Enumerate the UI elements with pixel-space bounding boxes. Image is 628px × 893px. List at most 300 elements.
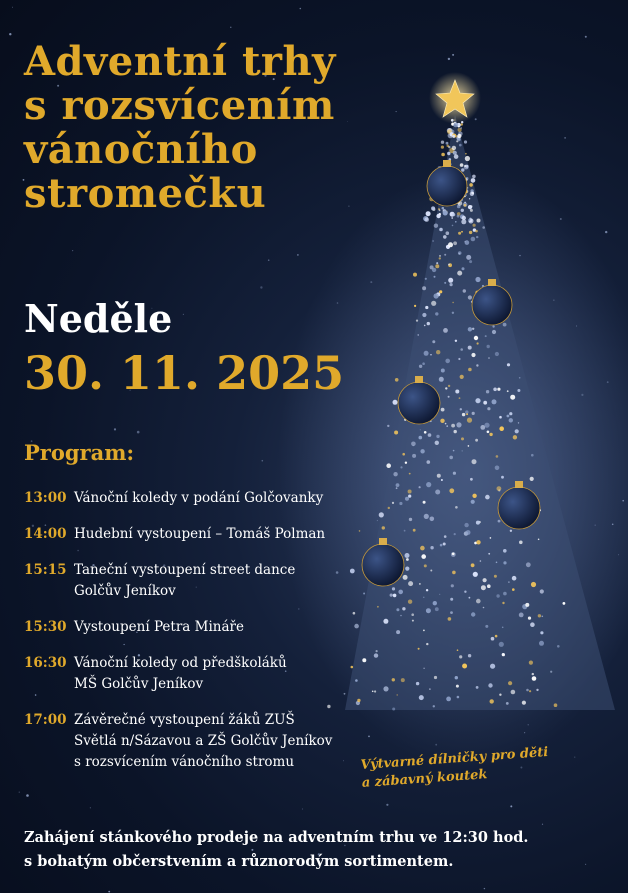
- tree-sparkle: [487, 431, 490, 434]
- tree-sparkle: [470, 478, 473, 481]
- snow-speck: [12, 7, 13, 8]
- snow-speck: [560, 218, 562, 220]
- tree-sparkle: [447, 152, 450, 155]
- tree-sparkle: [462, 413, 465, 416]
- tree-sparkle: [441, 479, 443, 481]
- tree-sparkle: [453, 472, 456, 475]
- program-activity-line: MŠ Golčův Jeníkov: [74, 676, 204, 692]
- snow-speck: [618, 554, 619, 555]
- tree-sparkle: [437, 474, 441, 478]
- tree-sparkle: [489, 433, 492, 436]
- snow-speck: [114, 428, 116, 430]
- program-activity: [74, 488, 323, 509]
- snow-speck: [542, 824, 543, 825]
- tree-sparkle: [416, 682, 419, 685]
- tree-sparkle: [455, 390, 459, 394]
- tree-sparkle: [509, 418, 513, 422]
- tree-sparkle: [497, 388, 500, 391]
- program-item: [24, 560, 364, 602]
- tree-sparkle: [465, 156, 470, 161]
- tree-sparkle: [426, 643, 428, 645]
- tree-sparkle: [439, 228, 443, 232]
- tree-sparkle: [471, 612, 475, 616]
- program-activity: [74, 653, 287, 695]
- tree-sparkle: [419, 583, 421, 585]
- program-activity-line: Taneční vystoupení street dance: [74, 562, 296, 578]
- tree-sparkle: [453, 151, 457, 155]
- tree-sparkle: [445, 423, 447, 425]
- tree-sparkle: [412, 454, 416, 458]
- tree-sparkle: [476, 686, 479, 689]
- tree-sparkle: [416, 320, 418, 322]
- tree-sparkle: [409, 473, 411, 475]
- program-activity-line: Golčův Jeníkov: [74, 583, 176, 599]
- snow-speck: [542, 616, 544, 618]
- tree-sparkle: [490, 537, 492, 539]
- tree-sparkle: [405, 567, 409, 571]
- tree-sparkle: [419, 486, 421, 488]
- tree-sparkle: [507, 363, 510, 366]
- tree-sparkle: [441, 408, 445, 412]
- tree-sparkle: [405, 462, 407, 464]
- footer-line: Zahájení stánkového prodeje na adventním trhu ve 12:30 hod.: [24, 829, 529, 846]
- tree-sparkle: [457, 271, 462, 276]
- snow-speck: [448, 58, 450, 60]
- snow-speck: [524, 732, 525, 733]
- tree-sparkle: [468, 445, 470, 447]
- tree-sparkle: [458, 251, 462, 255]
- tree-sparkle: [452, 225, 454, 227]
- tree-sparkle: [502, 653, 505, 656]
- tree-sparkle: [441, 141, 444, 144]
- tree-sparkle: [512, 576, 517, 581]
- tree-sparkle: [526, 562, 531, 567]
- tree-sparkle: [419, 436, 423, 440]
- tree-sparkle: [425, 306, 428, 309]
- snow-speck: [368, 736, 370, 738]
- tree-sparkle: [443, 543, 446, 546]
- tree-sparkle: [476, 540, 480, 544]
- tree-sparkle: [503, 592, 507, 596]
- footer-note: [24, 826, 528, 874]
- snow-speck: [72, 250, 73, 251]
- snow-speck: [557, 645, 560, 648]
- workshop-line: Výtvarné dílničky pro děti: [360, 744, 549, 773]
- tree-sparkle: [392, 708, 395, 711]
- tree-sparkle: [487, 345, 490, 348]
- tree-sparkle: [470, 209, 473, 212]
- tree-sparkle: [455, 340, 457, 342]
- program-activity: [74, 617, 244, 638]
- tree-sparkle: [418, 648, 420, 650]
- tree-sparkle: [413, 529, 416, 532]
- tree-sparkle: [374, 653, 378, 657]
- snow-speck: [574, 757, 575, 758]
- program-time: 17:00: [24, 712, 67, 728]
- tree-sparkle: [414, 305, 416, 307]
- tree-sparkle: [392, 587, 395, 590]
- snow-speck: [370, 281, 372, 283]
- tree-sparkle: [423, 501, 426, 504]
- tree-sparkle: [430, 517, 435, 522]
- tree-sparkle: [436, 435, 439, 438]
- tree-sparkle: [372, 691, 374, 693]
- tree-sparkle: [496, 455, 499, 458]
- snow-speck: [439, 594, 440, 595]
- tree-sparkle: [469, 183, 473, 187]
- tree-sparkle: [441, 146, 444, 149]
- tree-sparkle: [453, 241, 457, 245]
- snow-speck: [564, 137, 566, 139]
- tree-sparkle: [461, 437, 464, 440]
- tree-sparkle: [531, 582, 536, 587]
- tree-sparkle: [455, 676, 458, 679]
- tree-sparkle: [554, 703, 558, 707]
- snow-speck: [348, 206, 349, 207]
- tree-sparkle: [424, 351, 429, 356]
- snow-speck: [435, 744, 437, 746]
- tree-sparkle: [451, 584, 454, 587]
- tree-sparkle: [452, 571, 456, 575]
- tree-sparkle: [468, 654, 471, 657]
- tree-sparkle: [396, 630, 400, 634]
- snow-speck: [386, 804, 388, 806]
- tree-sparkle: [395, 378, 399, 382]
- tree-sparkle: [431, 206, 435, 210]
- tree-sparkle: [441, 153, 445, 157]
- tree-sparkle: [445, 359, 450, 364]
- tree-sparkle: [411, 613, 414, 616]
- snow-speck: [519, 255, 520, 256]
- tree-sparkle: [439, 255, 441, 257]
- tree-sparkle: [522, 701, 526, 705]
- tree-sparkle: [393, 400, 398, 405]
- tree-sparkle: [448, 146, 450, 148]
- tree-sparkle: [454, 430, 457, 433]
- tree-sparkle: [383, 686, 388, 691]
- tree-sparkle: [462, 216, 466, 220]
- tree-sparkle: [460, 163, 464, 167]
- snow-speck: [585, 36, 587, 38]
- tree-sparkle: [529, 690, 531, 692]
- tree-sparkle: [475, 398, 480, 403]
- tree-sparkle: [468, 346, 472, 350]
- tree-sparkle: [393, 594, 397, 598]
- tree-sparkle: [482, 226, 485, 229]
- tree-sparkle: [460, 127, 462, 129]
- tree-sparkle: [446, 697, 451, 702]
- snow-speck: [612, 524, 614, 526]
- tree-sparkle: [464, 591, 466, 593]
- tree-sparkle: [452, 302, 453, 303]
- tree-sparkle: [460, 408, 462, 410]
- tree-sparkle: [477, 342, 479, 344]
- tree-sparkle: [468, 205, 472, 209]
- tree-sparkle: [440, 544, 443, 547]
- tree-sparkle: [539, 641, 544, 646]
- tree-sparkle: [409, 518, 412, 521]
- tree-sparkle: [488, 357, 490, 359]
- tree-sparkle: [396, 608, 399, 611]
- title-line: s rozsvícením: [24, 82, 335, 129]
- tree-sparkle: [406, 558, 409, 561]
- tree-sparkle: [422, 362, 425, 365]
- snow-speck: [90, 807, 91, 808]
- tree-sparkle: [439, 377, 444, 382]
- tree-sparkle: [451, 217, 453, 219]
- tree-sparkle: [471, 178, 476, 183]
- tree-sparkle: [525, 603, 529, 607]
- program-activity: [74, 560, 295, 602]
- snow-speck: [183, 314, 184, 315]
- tree-sparkle: [426, 482, 431, 487]
- tree-sparkle: [466, 530, 471, 535]
- tree-sparkle: [503, 561, 506, 564]
- tree-sparkle: [441, 369, 445, 373]
- tree-sparkle: [464, 165, 466, 167]
- tree-sparkle: [459, 397, 461, 399]
- tree-sparkle: [510, 530, 512, 532]
- snow-speck: [622, 500, 624, 502]
- tree-sparkle: [536, 689, 538, 691]
- tree-sparkle: [439, 290, 442, 293]
- tree-sparkle: [529, 661, 533, 665]
- tree-sparkle: [448, 264, 450, 266]
- tree-sparkle: [388, 507, 390, 509]
- tree-sparkle: [397, 694, 398, 695]
- tree-sparkle: [430, 570, 432, 572]
- tree-sparkle: [476, 521, 480, 525]
- snow-speck: [268, 259, 270, 261]
- tree-sparkle: [461, 123, 463, 125]
- tree-sparkle: [517, 389, 520, 392]
- tree-sparkle: [450, 283, 453, 286]
- tree-sparkle: [451, 424, 455, 428]
- tree-sparkle: [386, 463, 391, 468]
- tree-sparkle: [376, 650, 378, 652]
- tree-sparkle: [507, 415, 510, 418]
- program-time: 13:00: [24, 490, 67, 506]
- tree-sparkle: [503, 549, 507, 553]
- tree-sparkle: [405, 553, 410, 558]
- title-line: Adventní trhy: [24, 38, 336, 85]
- workshop-line: a zábavný koutek: [361, 767, 488, 791]
- tree-sparkle: [424, 564, 427, 567]
- tree-sparkle: [426, 608, 431, 613]
- tree-sparkle: [436, 214, 440, 218]
- snow-speck: [404, 530, 406, 532]
- tree-sparkle: [454, 154, 459, 159]
- snow-speck: [576, 326, 577, 327]
- tree-sparkle: [526, 689, 529, 692]
- tree-sparkle: [538, 539, 540, 541]
- tree-sparkle: [429, 688, 431, 690]
- tree-sparkle: [468, 327, 472, 331]
- tree-sparkle: [446, 142, 449, 145]
- tree-sparkle: [476, 364, 478, 366]
- tree-sparkle: [450, 611, 453, 614]
- event-day: Neděle: [24, 296, 173, 341]
- footer-line: s bohatým občerstvením a různorodým sortimentem.: [24, 853, 454, 870]
- tree-sparkle: [396, 483, 400, 487]
- tree-sparkle: [481, 585, 486, 590]
- tree-sparkle: [423, 630, 425, 632]
- tree-sparkle: [460, 348, 463, 351]
- tree-sparkle: [515, 429, 519, 433]
- snow-speck: [605, 231, 607, 233]
- tree-sparkle: [540, 589, 544, 593]
- program-activity: [74, 710, 332, 773]
- tree-sparkle: [421, 554, 426, 559]
- tree-sparkle: [432, 240, 434, 242]
- tree-sparkle: [430, 546, 433, 549]
- tree-sparkle: [469, 231, 472, 234]
- tree-sparkle: [392, 502, 394, 504]
- program-activity: [74, 524, 325, 545]
- tree-sparkle: [445, 387, 447, 389]
- program-time: 15:15: [24, 562, 67, 578]
- tree-sparkle: [465, 194, 467, 196]
- tree-sparkle: [435, 441, 439, 445]
- tree-sparkle: [443, 328, 448, 333]
- tree-sparkle: [435, 264, 439, 268]
- snow-speck: [553, 300, 554, 301]
- tree-sparkle: [444, 254, 446, 256]
- snow-speck: [137, 431, 140, 434]
- tree-sparkle: [458, 358, 460, 360]
- tree-sparkle: [462, 664, 467, 669]
- tree-sparkle: [413, 273, 417, 277]
- tree-sparkle: [402, 453, 405, 456]
- tree-sparkle: [464, 523, 468, 527]
- tree-sparkle: [499, 416, 502, 419]
- tree-sparkle: [507, 390, 509, 392]
- tree-sparkle: [471, 500, 475, 504]
- tree-sparkle: [502, 627, 504, 629]
- tree-sparkle: [528, 617, 531, 620]
- tree-sparkle: [487, 584, 491, 588]
- tree-sparkle: [452, 146, 456, 150]
- tree-sparkle: [487, 407, 490, 410]
- tree-sparkle: [486, 390, 489, 393]
- tree-sparkle: [519, 541, 523, 545]
- tree-sparkle: [440, 419, 444, 423]
- tree-sparkle: [435, 312, 438, 315]
- tree-sparkle: [448, 278, 453, 283]
- tree-sparkle: [419, 365, 422, 368]
- tree-sparkle: [439, 209, 441, 211]
- tree-sparkle: [450, 598, 453, 601]
- snow-speck: [484, 888, 485, 889]
- tree-sparkle: [422, 286, 426, 290]
- tree-sparkle: [449, 488, 454, 493]
- program-activity-line: Světlá n/Sázavou a ZŠ Golčův Jeníkov: [74, 733, 333, 749]
- tree-sparkle: [498, 520, 501, 523]
- snow-speck: [452, 312, 454, 314]
- tree-sparkle: [435, 490, 440, 495]
- tree-sparkle: [475, 277, 480, 282]
- tree-sparkle: [509, 412, 512, 415]
- tree-sparkle: [396, 487, 398, 489]
- tree-sparkle: [510, 395, 515, 400]
- tree-sparkle: [374, 690, 376, 692]
- snow-speck: [9, 33, 11, 35]
- tree-sparkle: [475, 230, 478, 233]
- tree-sparkle: [485, 335, 487, 337]
- tree-sparkle: [448, 617, 452, 621]
- tree-sparkle: [506, 702, 509, 705]
- tree-sparkle: [472, 328, 474, 330]
- tree-sparkle: [464, 140, 467, 143]
- tree-sparkle: [472, 459, 477, 464]
- title-line: stromečku: [24, 170, 267, 217]
- tree-sparkle: [468, 368, 472, 372]
- tree-sparkle: [531, 454, 534, 457]
- snow-speck: [420, 429, 421, 430]
- tree-sparkle: [439, 257, 441, 259]
- tree-sparkle: [455, 221, 457, 223]
- program-activity-line: s rozsvícením vánočního stromu: [74, 754, 295, 770]
- tree-sparkle: [492, 325, 494, 327]
- tree-sparkle: [459, 655, 462, 658]
- program-activity-line: Vystoupení Petra Mináře: [74, 619, 244, 635]
- tree-sparkle: [426, 211, 431, 216]
- tree-sparkle: [434, 276, 436, 278]
- snow-speck: [297, 254, 299, 256]
- event-date: 30. 11. 2025: [24, 346, 345, 400]
- snow-speck: [337, 302, 339, 304]
- tree-sparkle: [472, 412, 475, 415]
- tree-sparkle: [490, 664, 495, 669]
- tree-sparkle: [492, 399, 497, 404]
- tree-sparkle: [412, 620, 414, 622]
- tree-sparkle: [392, 678, 395, 681]
- tree-sparkle: [394, 431, 398, 435]
- snow-speck: [230, 27, 231, 28]
- tree-sparkle: [430, 354, 431, 355]
- tree-sparkle: [454, 533, 456, 535]
- tree-sparkle: [490, 699, 494, 703]
- tree-sparkle: [422, 313, 426, 317]
- tree-sparkle: [401, 678, 405, 682]
- tree-sparkle: [465, 153, 467, 155]
- tree-sparkle: [502, 602, 504, 604]
- tree-sparkle: [496, 562, 498, 564]
- tree-sparkle: [387, 425, 389, 427]
- snow-speck: [585, 864, 586, 865]
- tree-sparkle: [492, 330, 496, 334]
- tree-sparkle: [449, 456, 453, 460]
- tree-sparkle: [461, 209, 464, 212]
- tree-sparkle: [461, 168, 464, 171]
- tree-sparkle: [499, 426, 504, 431]
- tree-sparkle: [443, 235, 447, 239]
- tree-sparkle: [488, 683, 492, 687]
- tree-sparkle: [469, 260, 472, 263]
- tree-sparkle: [402, 607, 405, 610]
- tree-sparkle: [471, 563, 475, 567]
- tree-sparkle: [424, 514, 429, 519]
- tree-sparkle: [446, 425, 448, 427]
- tree-sparkle: [519, 377, 521, 379]
- tree-sparkle: [495, 635, 498, 638]
- tree-sparkle: [426, 589, 428, 591]
- snow-speck: [108, 891, 110, 893]
- program-time: 15:30: [24, 619, 67, 635]
- tree-sparkle: [393, 472, 397, 476]
- tree-sparkle: [476, 599, 481, 604]
- tree-sparkle: [494, 575, 497, 578]
